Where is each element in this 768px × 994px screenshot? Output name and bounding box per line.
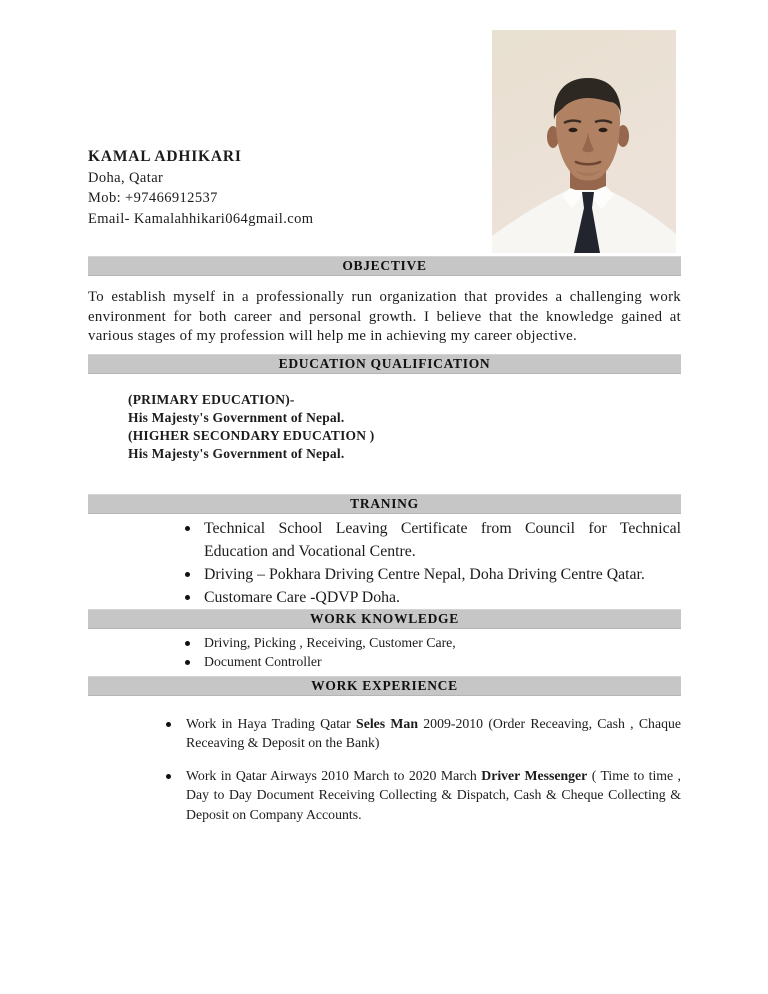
work-knowledge-list	[183, 633, 681, 672]
candidate-name: KAMAL ADHIKARI	[88, 148, 242, 165]
work-knowledge-section-header: WORK KNOWLEDGE	[88, 609, 681, 629]
education-line: His Majesty's Government of Nepal.	[128, 409, 345, 425]
experience-text: ( Time to time , Day to Day Document Receiving Collecting & Dispatch, Cash & Cheque Collecting & Deposit on Company Accounts.	[186, 767, 681, 822]
resume-content	[88, 0, 681, 837]
education-line: His Majesty's Government of Nepal.	[128, 445, 345, 461]
education-block	[128, 391, 681, 463]
experience-text: Work in Qatar Airways 2010 March to 2020 March	[186, 767, 482, 783]
candidate-email: Email- Kamalahhikari064gmail.com	[88, 210, 314, 227]
work-experience-section-header: WORK EXPERIENCE	[88, 676, 681, 696]
experience-role: Driver Messenger	[481, 767, 588, 783]
training-list	[183, 517, 681, 609]
training-section-header: TRANING	[88, 494, 681, 514]
work-experience-item	[163, 766, 681, 825]
candidate-mobile: Mob: +97466912537	[88, 190, 218, 206]
work-knowledge-item: Driving, Picking , Receiving, Customer Care,	[183, 633, 681, 653]
training-item: Technical School Leaving Certificate from Council for Technical Education and Vocational Centre.	[183, 517, 681, 563]
objective-text: To establish myself in a professionally run organization that provides a challenging work environment for both career and personal growth. I believe that the knowledge gained at various stages of my profession will help me in achieving my career objective.	[88, 289, 681, 344]
experience-role: Seles Man	[356, 715, 419, 731]
work-knowledge-item: Document Controller	[183, 652, 681, 672]
work-experience-list	[163, 714, 681, 825]
experience-text: 2009-2010 (Order Receaving, Cash , Chaque Receaving & Deposit on the Bank)	[186, 715, 681, 750]
education-section-header: EDUCATION QUALIFICATION	[88, 354, 681, 374]
education-line: (PRIMARY EDUCATION)-	[128, 391, 295, 407]
candidate-location: Doha, Qatar	[88, 169, 164, 186]
identity-block	[88, 147, 681, 229]
objective-section-header: OBJECTIVE	[88, 256, 681, 276]
training-item: Driving – Pokhara Driving Centre Nepal, Doha Driving Centre Qatar.	[183, 563, 681, 586]
training-item: Customare Care -QDVP Doha.	[183, 586, 681, 609]
experience-text: Work in Haya Trading Qatar	[186, 715, 357, 731]
education-line: (HIGHER SECONDARY EDUCATION )	[128, 427, 375, 443]
work-experience-item	[163, 714, 681, 753]
